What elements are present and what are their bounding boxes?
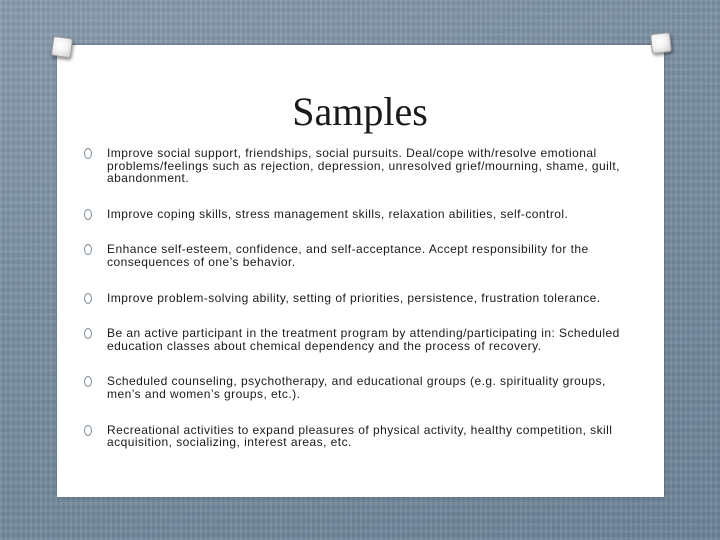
bullet-text: Scheduled counseling, psychotherapy, and educational groups (e.g. spirituality groups, men’s and women’s groups, etc.). <box>107 374 606 401</box>
hollow-oval-bullet-icon <box>84 376 92 387</box>
bullet-text: Enhance self-esteem, confidence, and self-acceptance. Accept responsibility for the consequences of one’s behavior. <box>107 242 589 269</box>
bullet-text: Improve coping skills, stress management skills, relaxation abilities, self-control. <box>107 206 569 221</box>
hollow-oval-bullet-icon <box>84 425 92 436</box>
bullet-text: Recreational activities to expand pleasures of physical activity, healthy competition, skill acquisition, socializing, interest areas, etc. <box>107 422 613 450</box>
bullet-item <box>84 147 629 185</box>
slide-title: Samples <box>292 89 428 134</box>
hollow-oval-bullet-icon <box>84 328 92 339</box>
hollow-oval-bullet-icon <box>84 209 92 220</box>
bullet-item <box>84 208 629 221</box>
bullet-item <box>84 375 629 400</box>
bullet-item <box>84 327 629 352</box>
bullet-text: Be an active participant in the treatment program by attending/participating in: Scheduled education classes about chemical dependency and the process of recovery. <box>107 326 620 353</box>
pushpin-icon <box>650 32 672 54</box>
hollow-oval-bullet-icon <box>84 293 92 304</box>
bullet-text: Improve social support, friendships, social pursuits. Deal/cope with/resolve emotional problems/feelings such as rejection, depression, unresolved grief/mourning, shame, guilt, abandonment. <box>107 146 620 186</box>
bullet-item <box>84 292 629 305</box>
bullet-list <box>84 147 629 472</box>
hollow-oval-bullet-icon <box>84 244 92 255</box>
bullet-text: Improve problem-solving ability, setting of priorities, persistence, frustration tolerance. <box>107 290 601 305</box>
bullet-item <box>84 243 629 268</box>
pushpin-icon <box>51 36 74 59</box>
hollow-oval-bullet-icon <box>84 148 92 159</box>
bullet-item <box>84 424 629 449</box>
